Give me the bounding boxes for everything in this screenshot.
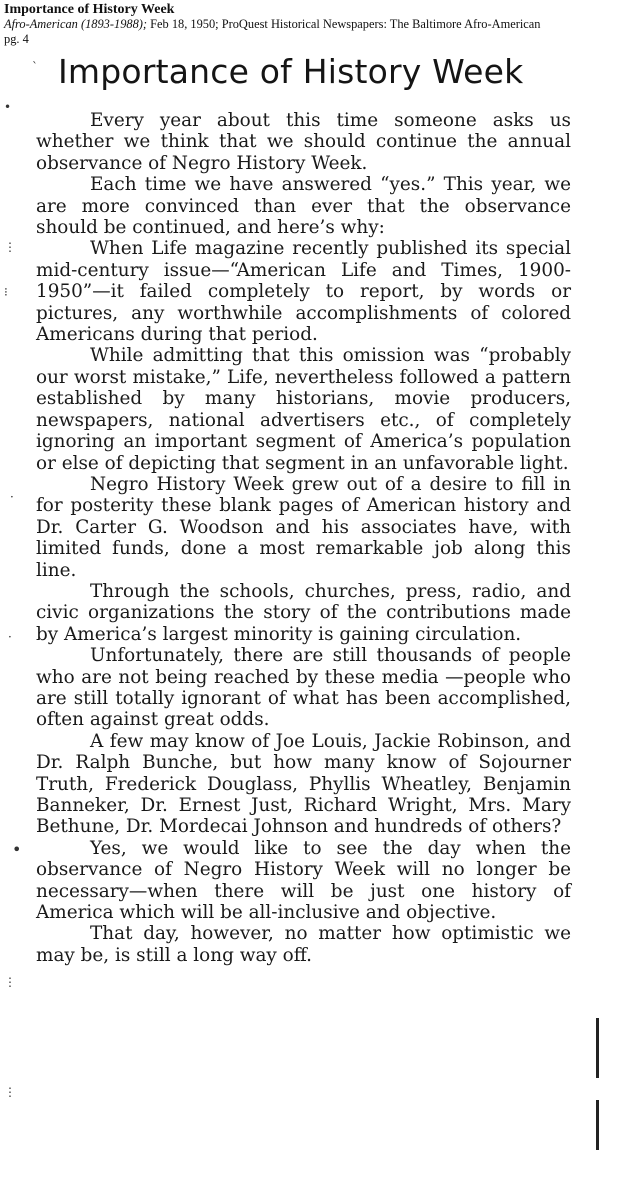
margin-speck: · bbox=[8, 630, 12, 644]
citation-header bbox=[4, 2, 616, 47]
paragraph-10: That day, however, no matter how optimistic we may be, is still a long way off. bbox=[36, 923, 571, 966]
paragraph-3: When Life magazine recently published its special mid-century issue—“American Life and Times, 1900-1950”—it failed completely to report, by words or pictures, any worthwhile accomplishments of colored Americans during that period. bbox=[36, 238, 571, 346]
citation-source bbox=[4, 17, 616, 32]
margin-speck: ⁝ bbox=[4, 285, 8, 299]
margin-speck: · bbox=[10, 490, 14, 504]
citation-publication: Afro-American (1893-1988); bbox=[4, 17, 148, 31]
paragraph-2: Each time we have answered “yes.” This year, we are more convinced than ever that the observance should be continued, and here’s why: bbox=[36, 174, 571, 239]
margin-speck: ` bbox=[32, 60, 38, 74]
article-headline: Importance of History Week bbox=[58, 52, 524, 91]
margin-rule bbox=[596, 1018, 599, 1078]
paragraph-4: While admitting that this omission was “probably our worst mistake,” Life, nevertheless followed a pattern established by many historians, movie producers, newspapers, national advertisers etc., of completely ignoring an important segment of America’s population or else of depicting that segment in an unfavorable light. bbox=[36, 345, 571, 474]
margin-speck: • bbox=[4, 100, 12, 114]
paragraph-1: Every year about this time someone asks us whether we think that we should continue the annual observance of Negro History Week. bbox=[36, 110, 571, 174]
paragraph-9: Yes, we would like to see the day when the observance of Negro History Week will no longer be necessary—when there will be just one history of America which will be all-inclusive and objective. bbox=[36, 837, 571, 924]
citation-details: Feb 18, 1950; ProQuest Historical Newspapers: The Baltimore Afro-American bbox=[147, 17, 541, 31]
citation-page: pg. 4 bbox=[4, 32, 29, 46]
citation-title: Importance of History Week bbox=[4, 2, 175, 17]
margin-speck: ⋮ bbox=[4, 1085, 16, 1099]
margin-speck: • bbox=[12, 840, 22, 859]
paragraph-7: Unfortunately, there are still thousands of people who are not being reached by these media —people who are still totally ignorant of what has been accomplished, often against great odds. bbox=[36, 645, 571, 731]
article-body bbox=[36, 110, 571, 966]
paragraph-8: A few may know of Joe Louis, Jackie Robinson, and Dr. Ralph Bunche, but how many know of Sojourner Truth, Frederick Douglass, Phyllis Wheatley, Benjamin Banneker, Dr. Ernest Just, Richard Wright, Mrs. Mary Bethune, Dr. Mordecai Johnson and hundreds of others? bbox=[36, 730, 571, 838]
margin-rule bbox=[596, 1100, 599, 1150]
paragraph-6: Through the schools, churches, press, radio, and civic organizations the story of the contributions made by America’s largest minority is gaining circulation. bbox=[36, 580, 571, 645]
margin-speck: ⋮ bbox=[4, 975, 16, 989]
margin-speck: ⋮ bbox=[4, 240, 16, 254]
paragraph-5: Negro History Week grew out of a desire to fill in for posterity these blank pages of American history and Dr. Carter G. Woodson and his associates have, with limited funds, done a most remarkable job along this line. bbox=[36, 473, 571, 581]
